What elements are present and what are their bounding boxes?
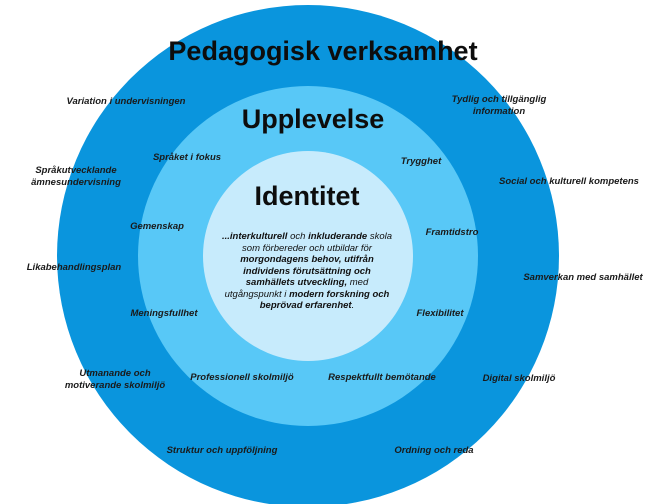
- label-struktur: Struktur och uppföljning: [166, 445, 278, 456]
- label-trygghet: Trygghet: [400, 156, 442, 167]
- label-meningsfullhet: Meningsfullhet: [130, 308, 198, 319]
- label-ordning: Ordning och reda: [394, 445, 474, 456]
- label-sprakutvecklande-line2: ämnesundervisning: [31, 177, 121, 188]
- middle-ring-title: Upplevelse: [241, 104, 385, 134]
- label-utmanande: [40, 368, 190, 392]
- label-sprakutvecklande: [6, 165, 146, 189]
- center-statement: ...interkulturell och inkluderande skola som förbereder och utbildar för morgondagens behov, utifrån individens förutsättning och samhällets utveckling, med utgångspunkt i modern forskning och beprövad erfarenhet.: [221, 231, 393, 311]
- label-social: Social och kulturell kompetens: [499, 176, 639, 187]
- label-tydlig-line2: information: [472, 106, 526, 117]
- label-framtidstro: Framtidstro: [425, 227, 479, 238]
- inner-circle-title: Identitet: [254, 181, 360, 211]
- label-digital: Digital skolmiljö: [482, 373, 556, 384]
- outer-ring-title: Pedagogisk verksamhet: [168, 36, 478, 66]
- label-spraket-i-fokus: Språket i fokus: [152, 152, 222, 163]
- label-gemenskap: Gemenskap: [130, 221, 184, 232]
- label-respektfullt: Respektfullt bemötande: [328, 372, 436, 383]
- label-tydlig: [424, 94, 574, 118]
- label-samverkan: Samverkan med samhället: [523, 272, 643, 283]
- label-utmanande-line2: motiverande skolmiljö: [64, 380, 166, 391]
- label-professionell: Professionell skolmiljö: [190, 372, 294, 383]
- label-utmanande-line1: Utmanande och: [79, 368, 151, 379]
- label-flexibilitet: Flexibilitet: [416, 308, 464, 319]
- label-variation: Variation i undervisningen: [66, 96, 186, 107]
- label-tydlig-line1: Tydlig och tillgänglig: [451, 94, 547, 105]
- label-sprakutvecklande-line1: Språkutvecklande: [35, 165, 117, 176]
- label-likabehandlingsplan: Likabehandlingsplan: [26, 262, 122, 273]
